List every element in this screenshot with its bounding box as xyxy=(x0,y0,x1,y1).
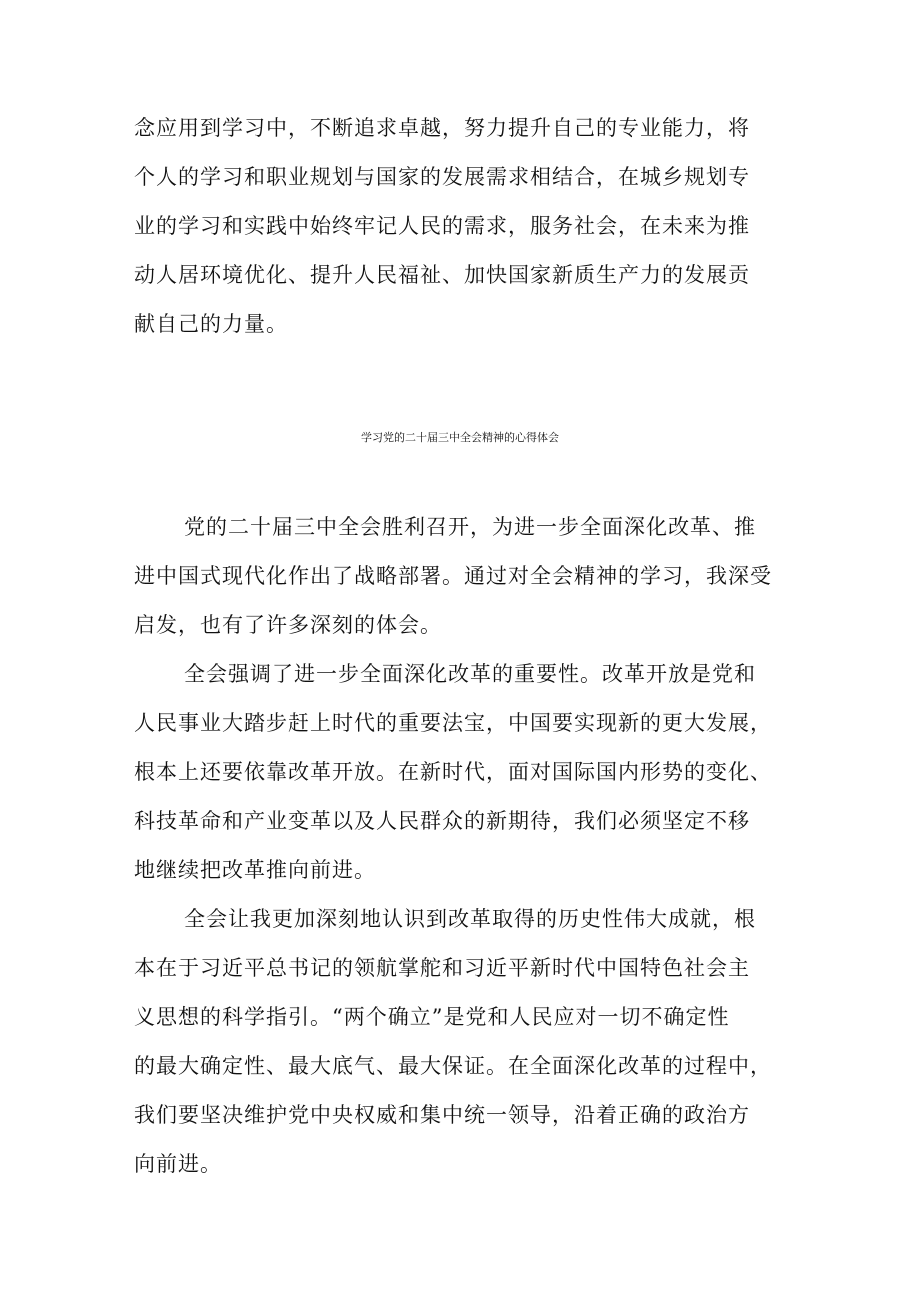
text-line: 人民事业大踏步赶上时代的重要法宝，中国要实现新的更大发展， xyxy=(134,711,772,735)
text-line: 全会让我更加深刻地认识到改革取得的历史性伟大成就，根 xyxy=(184,907,756,931)
text-line: 动人居环境优化、提升人民福祉、加快国家新质生产力的发展贡 xyxy=(134,263,750,287)
text-line: 根本上还要依靠改革开放。在新时代，面对国际国内形势的变化、 xyxy=(134,760,772,784)
text-line: 进中国式现代化作出了战略部署。通过对全会精神的学习，我深受 xyxy=(134,564,772,588)
text-line: 献自己的力量。 xyxy=(134,312,288,336)
text-line: 党的二十届三中全会胜利召开，为进一步全面深化改革、推 xyxy=(184,515,756,539)
page-title: 学习党的二十届三中全会精神的心得体会 xyxy=(361,431,559,444)
text-line: 启发，也有了许多深刻的体会。 xyxy=(134,613,442,637)
text-line: 的最大确定性、最大底气、最大保证。在全面深化改革的过程中， xyxy=(134,1054,772,1078)
text-line: 义思想的科学指引。“两个确立”是党和人民应对一切不确定性 xyxy=(134,1005,730,1029)
text-line: 业的学习和实践中始终牢记人民的需求，服务社会，在未来为推 xyxy=(134,214,750,238)
text-line: 全会强调了进一步全面深化改革的重要性。改革开放是党和 xyxy=(184,662,756,686)
text-line: 科技革命和产业变革以及人民群众的新期待，我们必须坚定不移 xyxy=(134,809,750,833)
text-line: 向前进。 xyxy=(134,1152,222,1176)
text-line: 念应用到学习中，不断追求卓越，努力提升自己的专业能力，将 xyxy=(134,116,750,140)
text-line: 个人的学习和职业规划与国家的发展需求相结合，在城乡规划专 xyxy=(134,165,750,189)
text-line: 我们要坚决维护党中央权威和集中统一领导，沿着正确的政治方 xyxy=(134,1103,750,1127)
text-line: 本在于习近平总书记的领航掌舵和习近平新时代中国特色社会主 xyxy=(134,956,750,980)
text-line: 地继续把改革推向前进。 xyxy=(134,858,376,882)
